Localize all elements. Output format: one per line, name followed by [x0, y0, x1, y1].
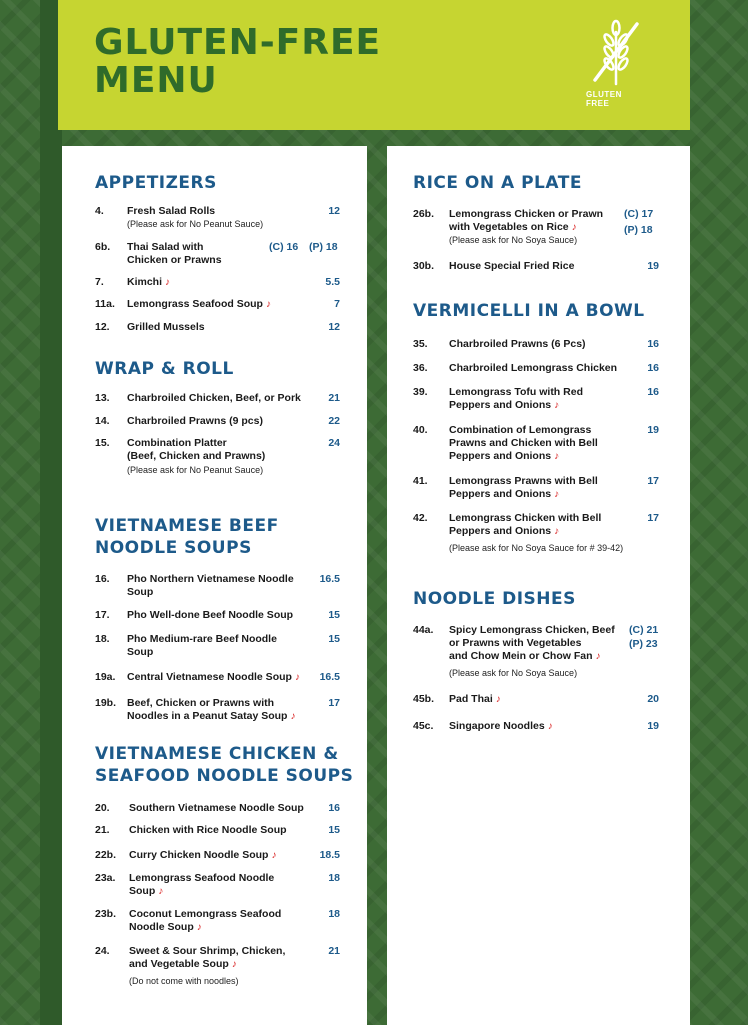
item-name-cont: Peppers and Onions: [449, 488, 552, 500]
item-number: 45b.: [413, 693, 435, 705]
item-name: Fresh Salad Rolls: [127, 205, 216, 217]
item-name: Lemongrass Seafood Noodle: [129, 872, 275, 884]
chili-icon: ♪: [158, 886, 164, 897]
item-name: Pho Well-done Beef Noodle Soup: [127, 609, 294, 621]
gluten-free-logo: [586, 18, 646, 108]
item-name: Lemongrass Seafood Soup: [127, 298, 263, 310]
item-price: 16: [647, 386, 659, 398]
item-price: 5.5: [325, 276, 340, 288]
item-name: Lemongrass Prawns with Bell: [449, 475, 598, 487]
section-title-vermicelli: VERMICELLI IN A BOWL: [413, 301, 645, 321]
item-number: 44a.: [413, 624, 434, 636]
chili-icon: ♪: [231, 959, 237, 970]
chili-icon: ♪: [554, 400, 560, 411]
item-price: 18.5: [319, 849, 340, 861]
item-name: Charbroiled Prawns (9 pcs): [127, 415, 263, 427]
item-name-cont: and Vegetable Soup: [129, 958, 229, 970]
chili-icon: ♪: [571, 222, 577, 233]
item-number: 42.: [413, 512, 428, 524]
background-stripe: [40, 0, 62, 1025]
item-name-cont: Noodle Soup: [129, 921, 194, 933]
chili-icon: ♪: [265, 299, 271, 310]
item-name: Singapore Noodles: [449, 720, 545, 732]
item-price: 24: [328, 437, 340, 449]
section-title-appetizers: APPETIZERS: [95, 173, 217, 193]
item-number: 39.: [413, 386, 428, 398]
gluten-free-label: GLUTEN FREE: [586, 90, 622, 108]
menu-panel-left: [62, 146, 367, 1025]
section-title-chicken-seafood-noodle-soups: VIETNAMESE CHICKEN & SEAFOOD NOODLE SOUPS: [95, 744, 354, 786]
item-number: 45c.: [413, 720, 434, 732]
item-name: Beef, Chicken or Prawns with: [127, 697, 275, 709]
item-name-cont: Peppers and Onions: [449, 525, 552, 537]
item-price: 16.5: [319, 671, 340, 683]
item-price: 17: [647, 475, 659, 487]
item-number: 20.: [95, 802, 110, 814]
item-note: (Please ask for No Soya Sauce): [449, 668, 578, 678]
item-name-cont: Noodles in a Peanut Satay Soup: [127, 710, 288, 722]
item-price: 17: [328, 697, 340, 709]
item-name: Charbroiled Chicken, Beef, or Pork: [127, 392, 301, 404]
item-number: 11a.: [95, 298, 115, 310]
item-name-cont: and Chow Mein or Chow Fan: [449, 650, 593, 662]
item-price: 16: [647, 362, 659, 374]
item-price: 16: [328, 802, 340, 814]
item-number: 12.: [95, 321, 110, 333]
item-price: 18: [328, 908, 340, 920]
menu-panel-right: [387, 146, 690, 1025]
item-number: 15.: [95, 437, 110, 449]
item-price: 15: [328, 824, 340, 836]
item-price: 15: [328, 609, 340, 621]
item-name: House Special Fried Rice: [449, 260, 575, 272]
item-number: 41.: [413, 475, 428, 487]
item-name: Southern Vietnamese Noodle Soup: [129, 802, 304, 814]
item-number: 13.: [95, 392, 110, 404]
menu-title: GLUTEN-FREE MENU: [94, 22, 382, 101]
item-price: 19: [647, 260, 659, 272]
item-name: Pho Medium-rare Beef Noodle Soup: [127, 633, 277, 658]
item-name: Chicken with Rice Noodle Soup: [129, 824, 287, 836]
chili-icon: ♪: [554, 526, 560, 537]
section-title-wrap-roll: WRAP & ROLL: [95, 359, 234, 379]
item-price-chicken: (C) 16: [269, 241, 299, 253]
wheat-crossed-icon: [591, 18, 641, 86]
item-price: 7: [334, 298, 340, 310]
item-name: Sweet & Sour Shrimp, Chicken,: [129, 945, 286, 957]
item-price: 16.5: [319, 573, 340, 585]
item-price: 12: [328, 321, 340, 333]
item-number: 23a.: [95, 872, 116, 884]
item-name: Pad Thai: [449, 693, 493, 705]
menu-header: [58, 0, 690, 130]
item-price: 22: [328, 415, 340, 427]
item-note: (Please ask for No Soya Sauce for # 39-42): [449, 543, 624, 553]
item-name: Central Vietnamese Noodle Soup: [127, 671, 292, 683]
item-name: Spicy Lemongrass Chicken, Beef or Prawns with Vegetables: [449, 624, 615, 649]
item-price: 20: [647, 693, 659, 705]
item-price-chicken: (C) 17: [624, 208, 654, 220]
item-name: Lemongrass Chicken or Prawn: [449, 208, 604, 220]
item-name: Charbroiled Lemongrass Chicken: [449, 362, 618, 374]
chili-icon: ♪: [294, 672, 300, 683]
item-number: 17.: [95, 609, 110, 621]
item-number: 19a.: [95, 671, 116, 683]
item-note: (Please ask for No Peanut Sauce): [127, 219, 264, 229]
item-name: Kimchi: [127, 276, 163, 288]
item-number: 26b.: [413, 208, 435, 220]
item-name: Combination Platter (Beef, Chicken and Prawns): [127, 437, 266, 462]
item-price: 16: [647, 338, 659, 350]
item-number: 40.: [413, 424, 428, 436]
item-name: Lemongrass Tofu with Red: [449, 386, 583, 398]
item-number: 21.: [95, 824, 110, 836]
item-price: 17: [647, 512, 659, 524]
item-name-cont: Soup: [129, 885, 156, 897]
item-number: 24.: [95, 945, 110, 957]
item-name-cont: Peppers and Onions: [449, 399, 552, 411]
item-price-chicken: (C) 21: [629, 624, 659, 636]
chili-icon: ♪: [495, 694, 501, 705]
section-title-noodle-dishes: NOODLE DISHES: [413, 589, 576, 609]
item-number: 7.: [95, 276, 104, 288]
item-price-prawns: (P) 18: [309, 241, 338, 253]
item-price: 19: [647, 424, 659, 436]
item-number: 4.: [95, 205, 104, 217]
item-number: 23b.: [95, 908, 117, 920]
item-name-cont: Peppers and Onions: [449, 450, 552, 462]
chili-icon: ♪: [271, 850, 277, 861]
item-price: 15: [328, 633, 340, 645]
item-name: Curry Chicken Noodle Soup: [129, 849, 269, 861]
item-name: Lemongrass Chicken with Bell: [449, 512, 602, 524]
item-number: 22b.: [95, 849, 117, 861]
chili-icon: ♪: [547, 721, 553, 732]
item-name-cont: with Vegetables on Rice: [449, 221, 569, 233]
item-price: 12: [328, 205, 340, 217]
item-price: 18: [328, 872, 340, 884]
item-price: 21: [328, 392, 340, 404]
item-number: 36.: [413, 362, 428, 374]
item-price-prawns: (P) 23: [629, 638, 658, 650]
item-number: 35.: [413, 338, 428, 350]
item-name: Combination of Lemongrass Prawns and Chicken with Bell: [449, 424, 598, 449]
item-price: 21: [328, 945, 340, 957]
item-number: 18.: [95, 633, 110, 645]
chili-icon: ♪: [165, 277, 171, 288]
section-title-beef-noodle-soups: VIETNAMESE BEEF NOODLE SOUPS: [95, 516, 279, 558]
item-number: 30b.: [413, 260, 435, 272]
item-number: 16.: [95, 573, 110, 585]
chili-icon: ♪: [595, 651, 601, 662]
item-name: Coconut Lemongrass Seafood: [129, 908, 282, 920]
item-name: Charbroiled Prawns (6 Pcs): [449, 338, 586, 350]
item-number: 19b.: [95, 697, 117, 709]
chili-icon: ♪: [554, 451, 560, 462]
section-title-rice-on-a-plate: RICE ON A PLATE: [413, 173, 582, 193]
item-note: (Please ask for No Peanut Sauce): [127, 465, 264, 475]
item-name: Thai Salad with Chicken or Prawns: [127, 241, 222, 266]
item-number: 14.: [95, 415, 110, 427]
item-note: (Do not come with noodles): [129, 976, 239, 986]
item-price-prawns: (P) 18: [624, 224, 653, 236]
chili-icon: ♪: [554, 489, 560, 500]
item-number: 6b.: [95, 241, 111, 253]
item-note: (Please ask for No Soya Sauce): [449, 235, 578, 245]
item-name: Grilled Mussels: [127, 321, 205, 333]
chili-icon: ♪: [290, 711, 296, 722]
item-price: 19: [647, 720, 659, 732]
chili-icon: ♪: [196, 922, 202, 933]
item-name: Pho Northern Vietnamese Noodle Soup: [127, 573, 294, 598]
